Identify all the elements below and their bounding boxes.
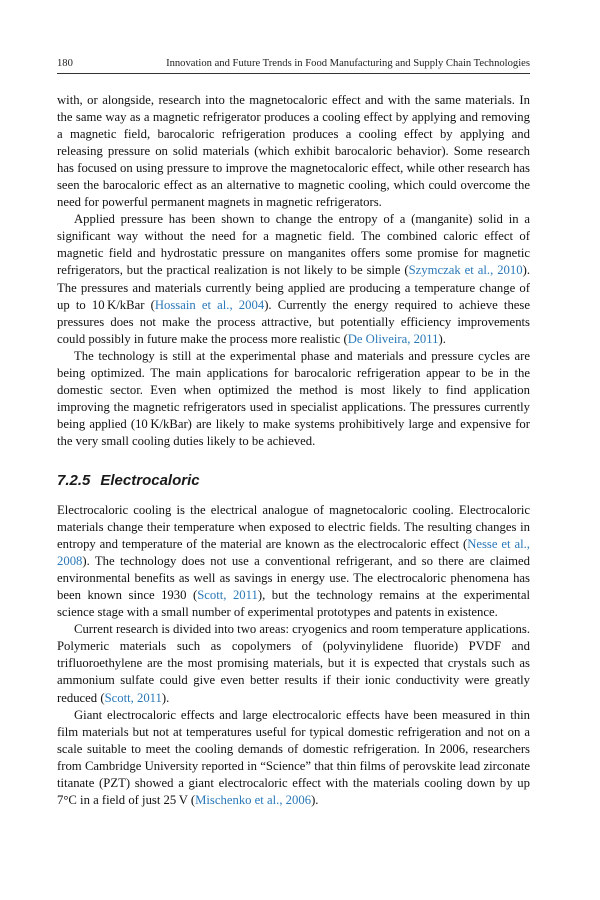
citation-link[interactable]: De Oliveira, 2011 [347, 331, 439, 346]
paragraph: The technology is still at the experimental phase and materials and pressure cycles are being optimized. The main applications for barocaloric refrigeration appear to be in the domestic sector. Even when optimized the method is most likely to find application improving the magnetic refrigerators used in specialist applications. The pressures currently being applied (10 K/kBar) are likely to make systems prohibitively large and expensive for the very small cooling duties likely to be achieved. [57, 348, 530, 448]
section-heading [57, 472, 530, 490]
body-text [57, 92, 530, 809]
paragraph: Current research is divided into two areas: cryogenics and room temperature applications. Polymeric materials such as copolymers of (polyvinylidene fluoride) PVDF and trifluoroethylene are the most promising materials, but it is expected that crystals such as ammonium sulfate could give even better results if their ionic conductivity were greatly reduced (Scott, 2011). [57, 622, 530, 705]
running-header [57, 56, 530, 74]
citation-link[interactable]: Scott, 2011 [104, 690, 162, 705]
running-title: Innovation and Future Trends in Food Manufacturing and Supply Chain Technologies [166, 58, 530, 69]
section-number: 7.2.5 [57, 471, 91, 489]
citation-link[interactable]: Szymczak et al., 2010 [408, 263, 523, 278]
paragraph: Giant electrocaloric effects and large electrocaloric effects have been measured in thin film materials but not at temperatures useful for typical domestic refrigeration and not on a scale suitable to meet the cooling demands of domestic refrigeration. In 2006, researchers from Cambridge University reported in “Science” that thin films of perovskite lead zirconate titanate (PZT) showed a giant electrocaloric effect with the materials cooling down by up 7°C in a field of just 25 V (Mischenko et al., 2006). [57, 707, 530, 807]
citation-link[interactable]: Scott, 2011 [197, 588, 258, 603]
page-number: 180 [57, 58, 73, 69]
paragraph: Electrocaloric cooling is the electrical analogue of magnetocaloric cooling. Electrocaloric materials change their temperature when exposed to electric fields. The resulting changes in entropy and temperature of the material are known as the electrocaloric effect (Nesse et al., 2008). The technology does not use a conventional refrigerant, and so there are claimed environmental benefits as well as savings in energy use. The electrocaloric phenomena has been known since 1930 (Scott, 2011), but the technology remains at the experimental science stage with a small number of experimental prototypes and patents in existence. [57, 502, 530, 620]
citation-link[interactable]: Nesse et al., 2008 [57, 537, 530, 569]
paragraph: Applied pressure has been shown to change the entropy of a (manganite) solid in a significant way without the need for a magnetic field. The combined caloric effect of magnetic field and hydrostatic pressure on manganites offers some promise for magnetic refrigerators, but the practical realization is not likely to be simple (Szymczak et al., 2010). The pressures and materials currently being applied are producing a temperature change of up to 10 K/kBar (Hossain et al., 2004). Currently the energy required to achieve these pressures does not make the process attractive, but potentially efficiency improvements could possibly in future make the process more realistic (De Oliveira, 2011). [57, 212, 530, 346]
section-title: Electrocaloric [100, 471, 200, 489]
citation-link[interactable]: Mischenko et al., 2006 [195, 792, 312, 807]
citation-link[interactable]: Hossain et al., 2004 [154, 297, 265, 312]
header-rule [57, 73, 530, 74]
paragraph: with, or alongside, research into the magnetocaloric effect and with the same materials. In the same way as a magnetic refrigerator produces a cooling effect by applying and removing a magnetic field, barocaloric refrigeration produces a cooling effect by applying and releasing pressure on solid materials (which exhibit barocaloric behavior). Some research has focused on using pressure to improve the magnetocaloric effect, while other research has seen the barocaloric effect as an alternative to magnetic cooling, which could overcome the need for powerful permanent magnets in magnetic refrigerators. [57, 93, 530, 210]
